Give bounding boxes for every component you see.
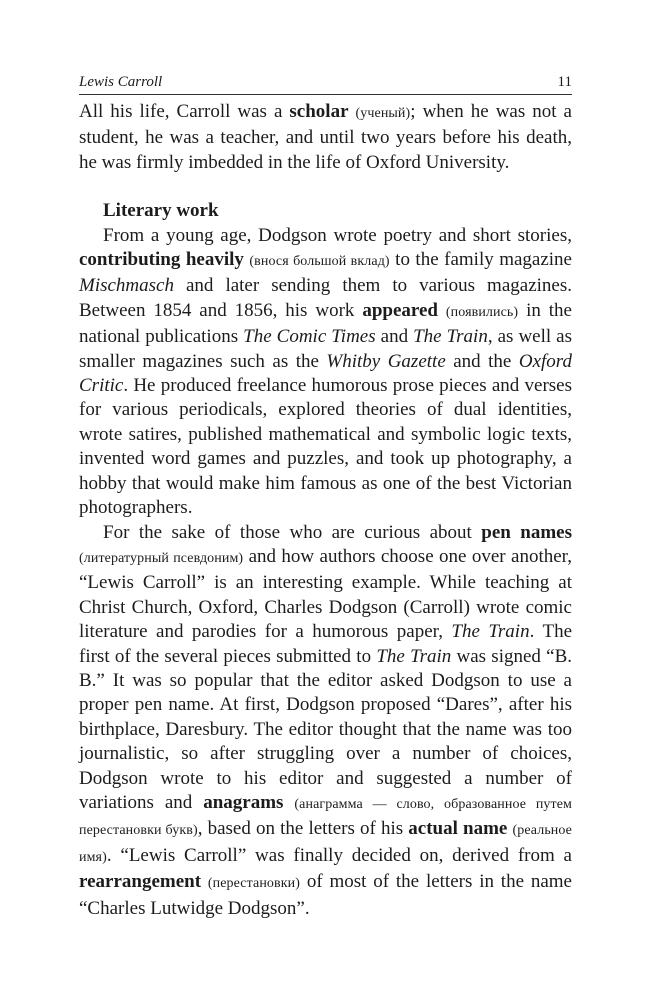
text-run: , based on the letters of his [197,818,409,840]
title-italic: The Train [413,326,488,348]
vocab-term: pen names [481,521,573,543]
text-run: . The first of the several pieces submitted to [79,621,573,667]
page-body [79,100,572,921]
text-run: . “Lewis Carroll” was finally decided on, derived from a [106,844,572,866]
text-run: ; when he was not a student, he was a teacher, and until two years before his death, he was firmly imbedded in the life of Oxford University. [79,101,572,173]
russian-gloss: (ученый) [355,106,411,121]
russian-gloss: (реальное имя) [79,823,572,865]
russian-gloss: (литературный псевдоним) [79,550,244,566]
vocab-term: actual name [408,818,508,840]
vocab-term: rearrangement [79,871,202,893]
section-heading: Literary work [103,200,219,222]
text-run: From a young age, Dodgson wrote poetry and short stories, [103,224,572,246]
text-run: and the [445,350,519,372]
intro-paragraph [79,100,572,175]
text-run: of most of the letters in the name “Charles Lutwidge Dodgson”. [79,871,572,919]
text-run: and later sending them to various magazines. Between 1854 and 1856, his work [79,275,572,321]
page-number: 11 [557,74,572,90]
title-italic: Oxford Critic [79,350,572,397]
running-header [79,74,572,95]
text-run: to the family magazine [389,249,572,271]
text-run: and how authors choose one over another, “Lewis Carroll” is an interesting example. While teaching at Christ Church, Oxford, Charles Dodgson (Carroll) wrote comic literature and parodies for a humorous paper, [79,545,572,643]
literary-work-paragraph-2 [79,521,572,922]
text-run: All his life, Carroll was a [79,101,290,122]
title-italic: Mischmasch [79,275,174,297]
russian-gloss: (анаграмма — слово, образованное путем перестановки букв) [79,796,573,839]
russian-gloss: (появились) [445,304,519,320]
text-run: . He produced freelance humorous prose pieces and verses for various periodicals, explored theories of dual identities, wrote satires, published mathematical and symbolic logic texts, invented word games and puzzles, and took up photography, a hobby that would make him famous as one of the best Victorian photographers. [79,375,572,519]
russian-gloss: (внося большой вклад) [249,254,390,270]
russian-gloss: (перестановки) [207,876,300,892]
text-run: and [375,326,414,348]
title-italic: Whitby Gazette [326,350,446,372]
vocab-term: anagrams [203,791,284,813]
text-run: was signed “B. B.” It was so popular that the editor asked Dodgson to use a proper pen name. At first, Dodgson proposed “Dares”, after his birthplace, Daresbury. The editor thought that the name was too journalistic, so after struggling over a number of choices, Dodgson wrote to his editor and suggested a number of variations and [79,645,572,813]
text-run: in the national publications [79,299,572,348]
text-run: , as well as smaller magazines such as the [79,326,573,372]
vocab-term: appeared [362,299,438,321]
running-header-author: Lewis Carroll [79,74,163,90]
vocab-term: scholar [289,101,349,122]
title-italic: The Train [376,645,452,667]
title-italic: The Comic Times [243,326,376,348]
vocab-term: contributing heavily [79,249,244,271]
text-run: For the sake of those who are curious about [103,521,482,543]
literary-work-paragraph-1 [79,224,572,521]
title-italic: The Train [451,621,530,643]
